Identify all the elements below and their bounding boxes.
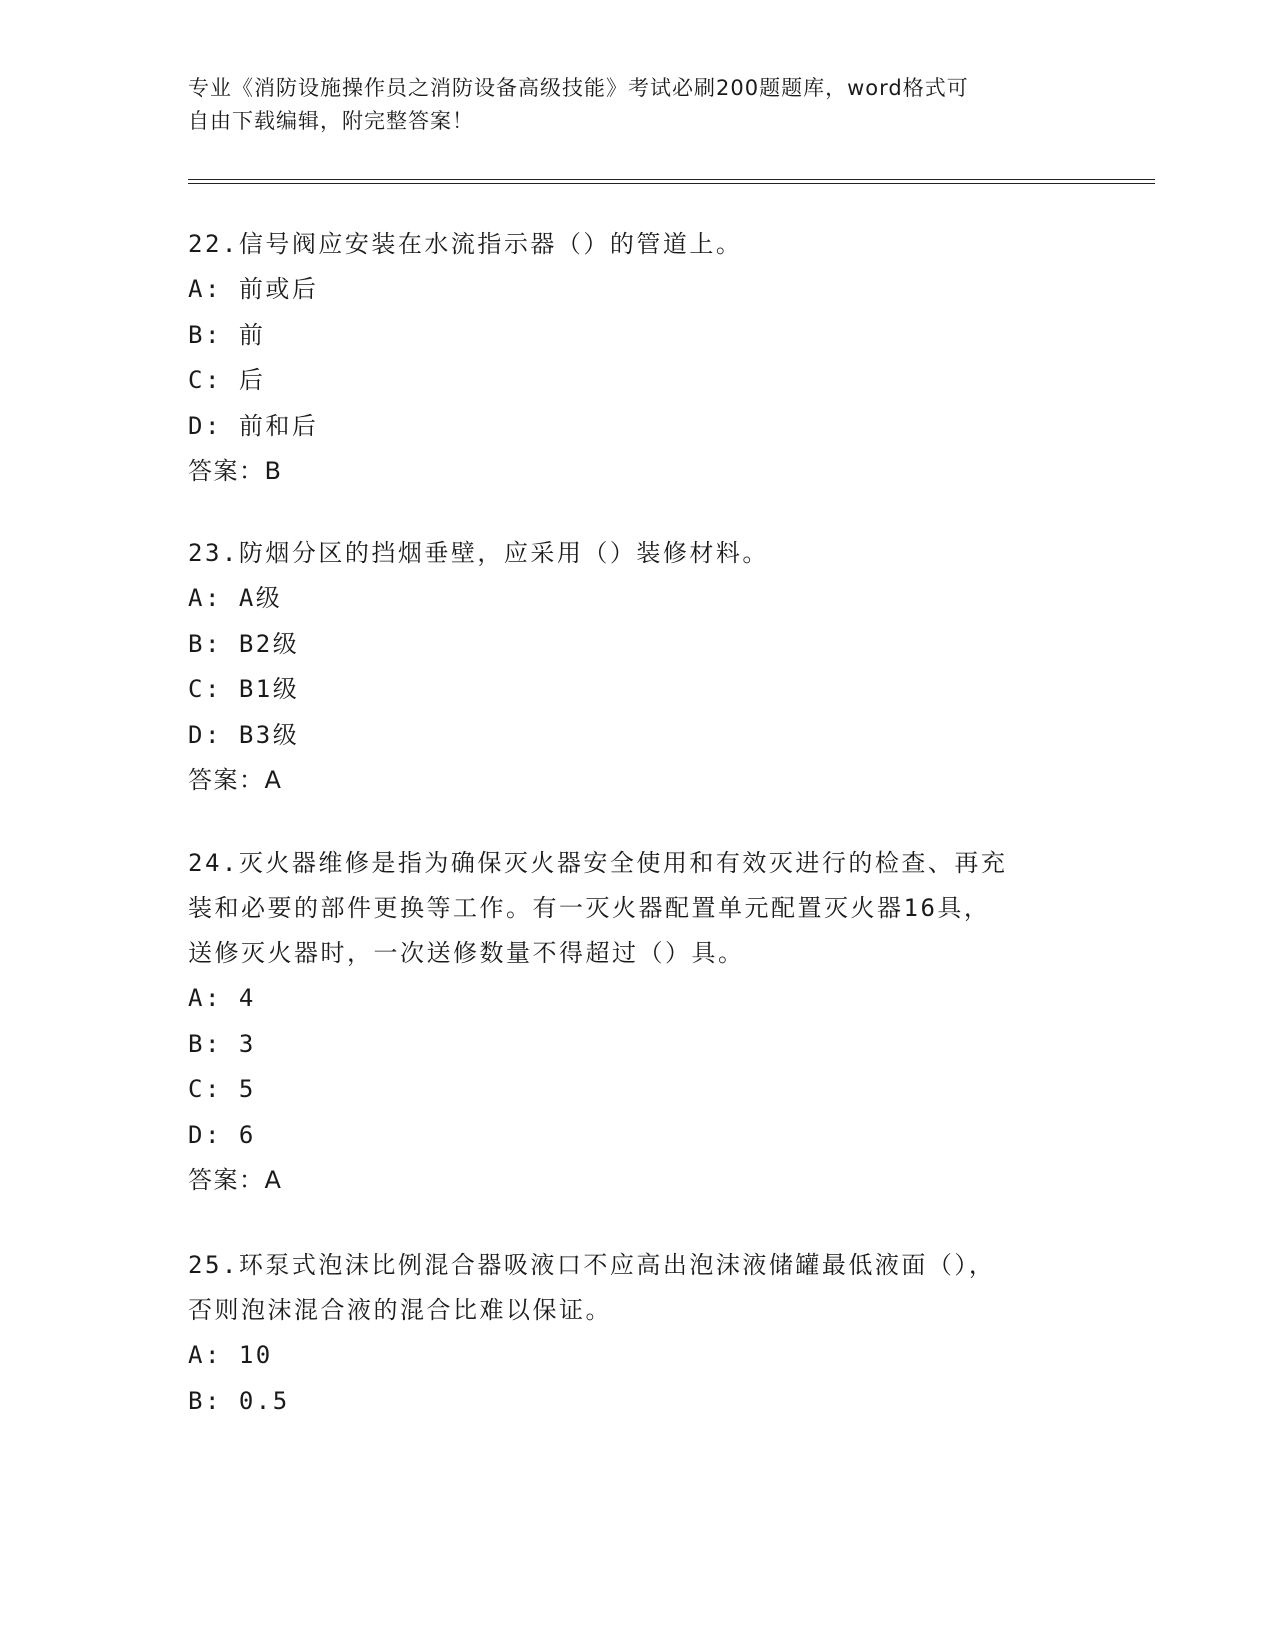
question-text (188, 222, 1088, 267)
answer-line: 答案：A (188, 1166, 283, 1194)
question-line: 否则泡沫混合液的混合比难以保证。 (188, 1296, 612, 1324)
option-b: B: 前 (188, 320, 266, 349)
option-d: D: 6 (188, 1120, 256, 1149)
option-d: D: B3级 (188, 720, 300, 749)
question-line: 24.灭火器维修是指为确保灭火器安全使用和有效灭进行的检查、再充 (188, 849, 1008, 877)
option-d: D: 前和后 (188, 411, 319, 440)
question-23 (188, 531, 1088, 803)
document-header (188, 72, 1088, 138)
option-a: A: 前或后 (188, 275, 319, 303)
question-text (188, 1243, 1088, 1333)
answer-line: 答案：B (188, 457, 283, 485)
option-b: B: 0.5 (188, 1386, 290, 1415)
question-text (188, 841, 1088, 976)
option-b: B: 3 (188, 1029, 256, 1058)
question-line: 送修灭火器时，一次送修数量不得超过（）具。 (188, 939, 745, 967)
question-25 (188, 1243, 1088, 1424)
option-b: B: B2级 (188, 629, 300, 658)
header-divider (188, 179, 1155, 184)
option-a: A: A级 (188, 584, 283, 612)
question-22 (188, 222, 1088, 494)
question-line: 装和必要的部件更换等工作。有一灭火器配置单元配置灭火器16具， (188, 894, 991, 922)
question-24 (188, 841, 1088, 1203)
answer-line: 答案：A (188, 766, 283, 794)
option-a: A: 4 (188, 984, 256, 1012)
option-c: C: B1级 (188, 675, 300, 703)
header-line-2: 自由下载编辑，附完整答案！ (188, 109, 474, 133)
option-c: C: 5 (188, 1075, 256, 1103)
option-a: A: 10 (188, 1341, 273, 1369)
header-line-1: 专业《消防设施操作员之消防设备高级技能》考试必刷200题题库，word格式可 (188, 76, 969, 100)
question-line: 25.环泵式泡沫比例混合器吸液口不应高出泡沫液储罐最低液面（）， (188, 1251, 996, 1279)
question-line: 23.防烟分区的挡烟垂壁，应采用（）装修材料。 (188, 539, 769, 567)
option-c: C: 后 (188, 366, 266, 394)
question-line: 22.信号阀应安装在水流指示器（）的管道上。 (188, 230, 743, 258)
question-text (188, 531, 1088, 576)
